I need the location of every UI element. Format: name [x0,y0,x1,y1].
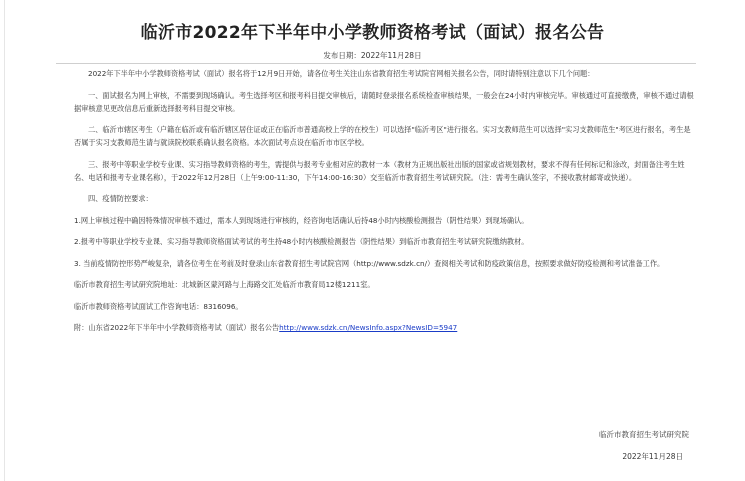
page-left-border [4,0,5,481]
paragraph-intro: 2022年下半年中小学教师资格考试（面试）报名将于12月9日开始，请各位考生关注山东省教育招生考试院官网相关报名公告，同时请特别注意以下几个问题： [88,69,595,78]
signature-date: 2022年11月28日 [622,452,683,461]
paragraph-covid-heading: 四、疫情防控要求： [88,194,153,203]
paragraph-address: 临沂市教育招生考试研究院地址：北城新区蒙河路与上海路交汇处临沂市教育局12楼1211室。 [74,280,375,289]
paragraph-covid-2: 2.报考中等职业学校专业课、实习指导教师资格面试考试的考生持48小时内核酸检测报告（阴性结果）到临沂市教育招生考试研究院缴纳教材。 [74,237,529,246]
attachment-label: 附：山东省2022年下半年中小学教师资格考试（面试）报名公告 [74,323,280,332]
title-divider [56,63,696,64]
notice-title: 临沂市2022年下半年中小学教师资格考试（面试）报名公告 [140,23,605,43]
paragraph-covid-3: 3. 当前疫情防控形势严峻复杂，请各位考生在考前及时登录山东省教育招生考试院官网（http://www.sdzk.cn/）查阅相关考试和防疫政策信息，按照要求做好防疫检测和考试准备工作。 [74,258,665,268]
attachment-link[interactable]: http://www.sdzk.cn/NewsInfo.aspx?NewsID=5947 [279,323,458,332]
paragraph-textbook: 三、报考中等职业学校专业课、实习指导教师资格的考生，需提供与报考专业相对应的教材一本（教材为正规出版社出版的国家或省规划教材，要求不得有任何标记和涂改，封面备注考生姓名、电话和报考专业课名称），于2022年12月28日（上午9:00-11:30，下午14:00-16:30）交至临沂市教育招生考试研究院。（注：需考生确认签字，不接收教材邮寄或快递）。 [74,159,685,182]
signature-organization: 临沂市教育招生考试研究院 [599,430,689,439]
paragraph-covid-1: 1.网上审核过程中确因特殊情况审核不通过，需本人到现场进行审核的，经咨询电话确认后持48小时内核酸检测报告（阴性结果）到现场确认。 [74,215,529,225]
paragraph-exam-region: 二、临沂市辖区考生（户籍在临沂或有临沂辖区居住证或正在临沂市普通高校上学的在校生）可以选择"临沂考区"进行报名。实习支教师范生可以选择"实习支教师范生"考区进行报名，考生是否属于实习支教师范生请与就读院校联系确认报名资格。本次面试考点设在临沂市市区学校。 [74,125,691,147]
paragraph-attachment [74,321,694,334]
publish-date-label: 发布日期： [323,51,361,60]
paragraph-phone: 临沂市教师资格考试面试工作咨询电话：8316096。 [74,301,243,311]
publish-date-value: 2022年11月28日 [360,51,422,60]
paragraph-online-review: 一、面试报名为网上审核，不需要到现场确认。考生选择考区和报考科目提交审核后，请随时登录报名系统检查审核结果，一般会在24小时内审核完毕。审核通过可直接缴费，审核不通过请根据审核意见更改信息后重新选择报考科目提交审核。 [74,90,694,113]
publish-date [0,50,745,61]
notice-body [74,67,694,343]
